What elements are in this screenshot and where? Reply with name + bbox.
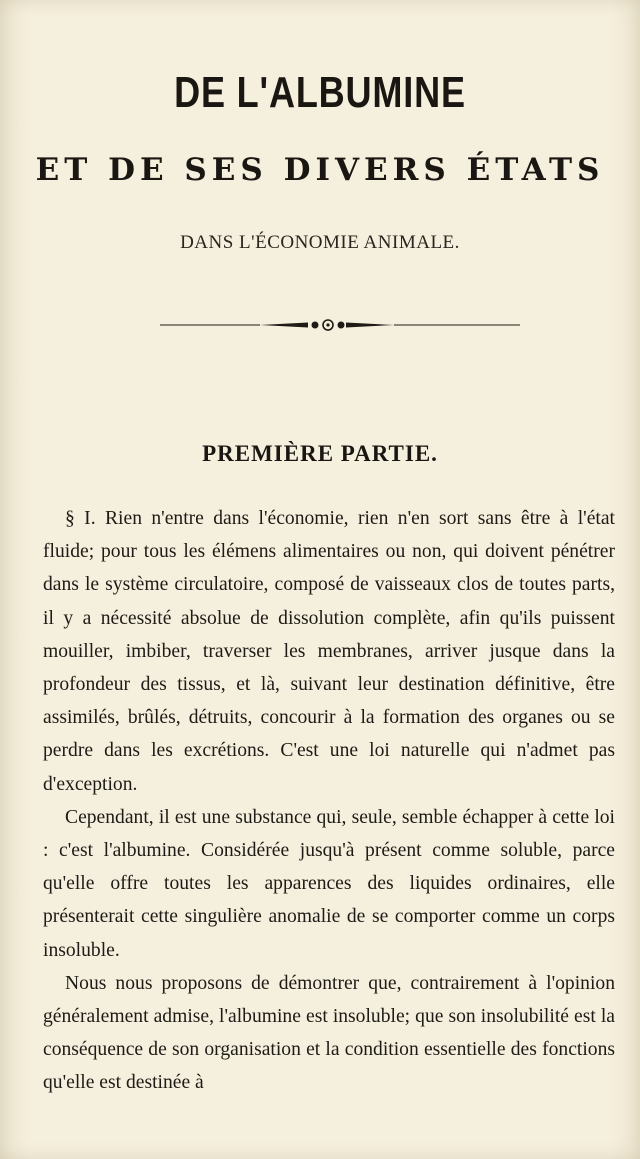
paragraph-2: Cependant, il est une substance qui, seule, semble échapper à cette loi : c'est l'albumine. Considérée jusqu'à présent comme soluble, parce qu'elle offre toutes les apparences des liquides ordinaires, elle présenterait cette singulière anomalie de se comporter comme un corps insoluble. <box>43 806 615 961</box>
ornamental-divider-icon <box>160 318 520 332</box>
subtitle: ET DE SES DIVERS ÉTATS <box>35 152 605 188</box>
paragraph-3: Nous nous proposons de démontrer que, contrairement à l'opinion généralement admise, l'albumine est insoluble; que son insolubilité est la conséquence de son organisation et la condition essentielle des fonctions qu'elle est destinée à <box>43 972 615 1094</box>
body-text <box>43 502 615 1100</box>
main-title: DE L'ALBUMINE <box>174 68 466 117</box>
subsubtitle: DANS L'ÉCONOMIE ANIMALE. <box>180 232 460 253</box>
part-title: PREMIÈRE PARTIE. <box>202 441 438 466</box>
paragraph-1: § I. Rien n'entre dans l'économie, rien n'en sort sans être à l'état fluide; pour tous les élémens alimentaires ou non, qui doivent pénétrer dans le système circulatoire, composé de vaisseaux clos de toutes parts, il y a nécessité absolue de dissolution complète, afin qu'ils puissent mouiller, imbiber, traverser les membranes, arriver jusque dans la profondeur des tissus, et là, suivant leur destination définitive, être assimilés, brûlés, détruits, concourir à la formation des organes ou se perdre dans les excrétions. C'est une loi naturelle qui n'admet pas d'exception. <box>43 508 615 795</box>
